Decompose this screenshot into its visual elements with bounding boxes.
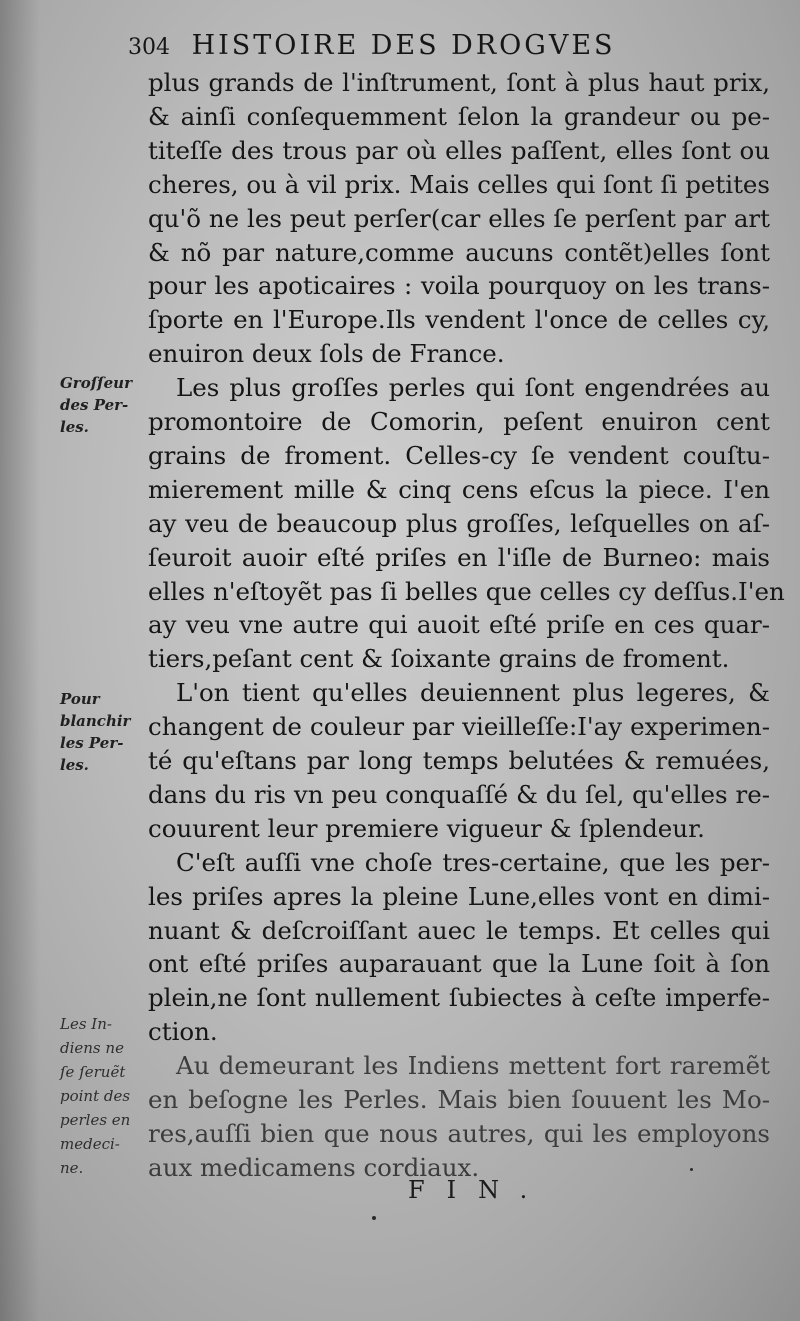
text-line: ay veu de beaucoup plus groſſes, leſquelles on aſ- xyxy=(148,509,770,538)
margin-note-line: les Per- xyxy=(60,734,124,752)
margin-note-indiens xyxy=(60,1012,146,1180)
text-line: & ainſi conſequemment ſelon la grandeur ou pe- xyxy=(148,102,770,131)
page-header xyxy=(128,30,788,70)
page-number: 304 xyxy=(128,35,170,60)
text-line: & nõ par nature,comme aucuns contẽt)elles ſont xyxy=(148,238,770,267)
fin-mark: FIN. xyxy=(408,1176,550,1204)
text-line: pour les apoticaires : voila pourquoy on les trans- xyxy=(148,271,770,300)
text-line: ction. xyxy=(148,1017,218,1046)
text-line: Les plus groſſes perles qui ſont engendrées au xyxy=(176,373,770,402)
text-line: mierement mille & cinq cens eſcus la piece. I'en xyxy=(148,475,770,504)
margin-note-line: des Per- xyxy=(60,396,129,414)
ink-speck xyxy=(690,1168,693,1171)
text-line: té qu'eſtans par long temps belutées & remuées, xyxy=(148,746,770,775)
text-line: qu'õ ne les peut perſer(car elles ſe perſent par art xyxy=(148,204,770,233)
margin-note-line: point des xyxy=(60,1087,131,1105)
text-line: nuant & deſcroiſſant auec le temps. Et celles qui xyxy=(148,916,770,945)
margin-note-line: ſe ſeruẽt xyxy=(60,1063,126,1081)
page-gutter-shadow xyxy=(0,0,40,1321)
margin-note-grosseur xyxy=(60,372,146,438)
text-line: plus grands de l'inſtrument, ſont à plus haut prix, xyxy=(148,68,770,97)
margin-note-line: diens ne xyxy=(60,1039,124,1057)
text-line: ſeuroit auoir eſté priſes en l'iſle de Burneo: mais xyxy=(148,543,770,572)
text-line: ſporte en l'Europe.Ils vendent l'once de celles cy, xyxy=(148,305,770,334)
text-line: res,auſſi bien que nous autres, qui les employons xyxy=(148,1119,770,1148)
margin-note-line: Les In- xyxy=(60,1015,112,1033)
text-line: couurent leur premiere vigueur & ſplendeur. xyxy=(148,814,705,843)
margin-note-line: blanchir xyxy=(60,712,131,730)
text-line: aux medicamens cordiaux. xyxy=(148,1153,480,1182)
text-line: changent de couleur par vieilleſſe:I'ay experimen- xyxy=(148,712,770,741)
text-line: titeſſe des trous par où elles paſſent, elles ſont ou xyxy=(148,136,770,165)
running-title: HISTOIRE DES DROGVES xyxy=(191,30,616,61)
margin-note-line: les. xyxy=(60,418,89,436)
text-line: dans du ris vn peu conquaſſé & du ſel, qu'elles re- xyxy=(148,780,770,809)
text-line: tiers,peſant cent & ſoixante grains de froment. xyxy=(148,644,730,673)
text-line: C'eſt auſſi vne choſe tres-certaine, que les per- xyxy=(176,848,770,877)
text-line: ont eſté priſes auparauant que la Lune ſoit à ſon xyxy=(148,949,770,978)
margin-note-blanchir xyxy=(60,688,146,776)
text-line: ay veu vne autre qui auoit eſté priſe en ces quar- xyxy=(148,610,770,639)
text-line: en beſogne les Perles. Mais bien ſouuent les Mo- xyxy=(148,1085,770,1114)
text-line: Au demeurant les Indiens mettent fort raremẽt xyxy=(176,1051,770,1080)
text-line: enuiron deux ſols de France. xyxy=(148,339,505,368)
text-line: elles n'eſtoyẽt pas ſi belles que celles cy deſſus.I'en xyxy=(148,577,785,606)
text-line: promontoire de Comorin, peſent enuiron cent xyxy=(148,407,770,436)
text-line: les priſes apres la pleine Lune,elles vont en dimi- xyxy=(148,882,770,911)
margin-note-line: ne. xyxy=(60,1159,84,1177)
margin-note-line: Pour xyxy=(60,690,100,708)
text-line: grains de froment. Celles-cy ſe vendent couſtu- xyxy=(148,441,770,470)
margin-note-line: medeci- xyxy=(60,1135,120,1153)
margin-note-line: Groſſeur xyxy=(60,374,132,392)
text-line: cheres, ou à vil prix. Mais celles qui ſont ſi petites xyxy=(148,170,770,199)
text-line: plein,ne ſont nullement ſubiectes à ceſte imperfe- xyxy=(148,983,770,1012)
text-line: L'on tient qu'elles deuiennent plus legeres, & xyxy=(176,678,770,707)
ink-speck xyxy=(372,1216,376,1220)
margin-note-line: perles en xyxy=(60,1111,131,1129)
margin-note-line: les. xyxy=(60,756,89,774)
